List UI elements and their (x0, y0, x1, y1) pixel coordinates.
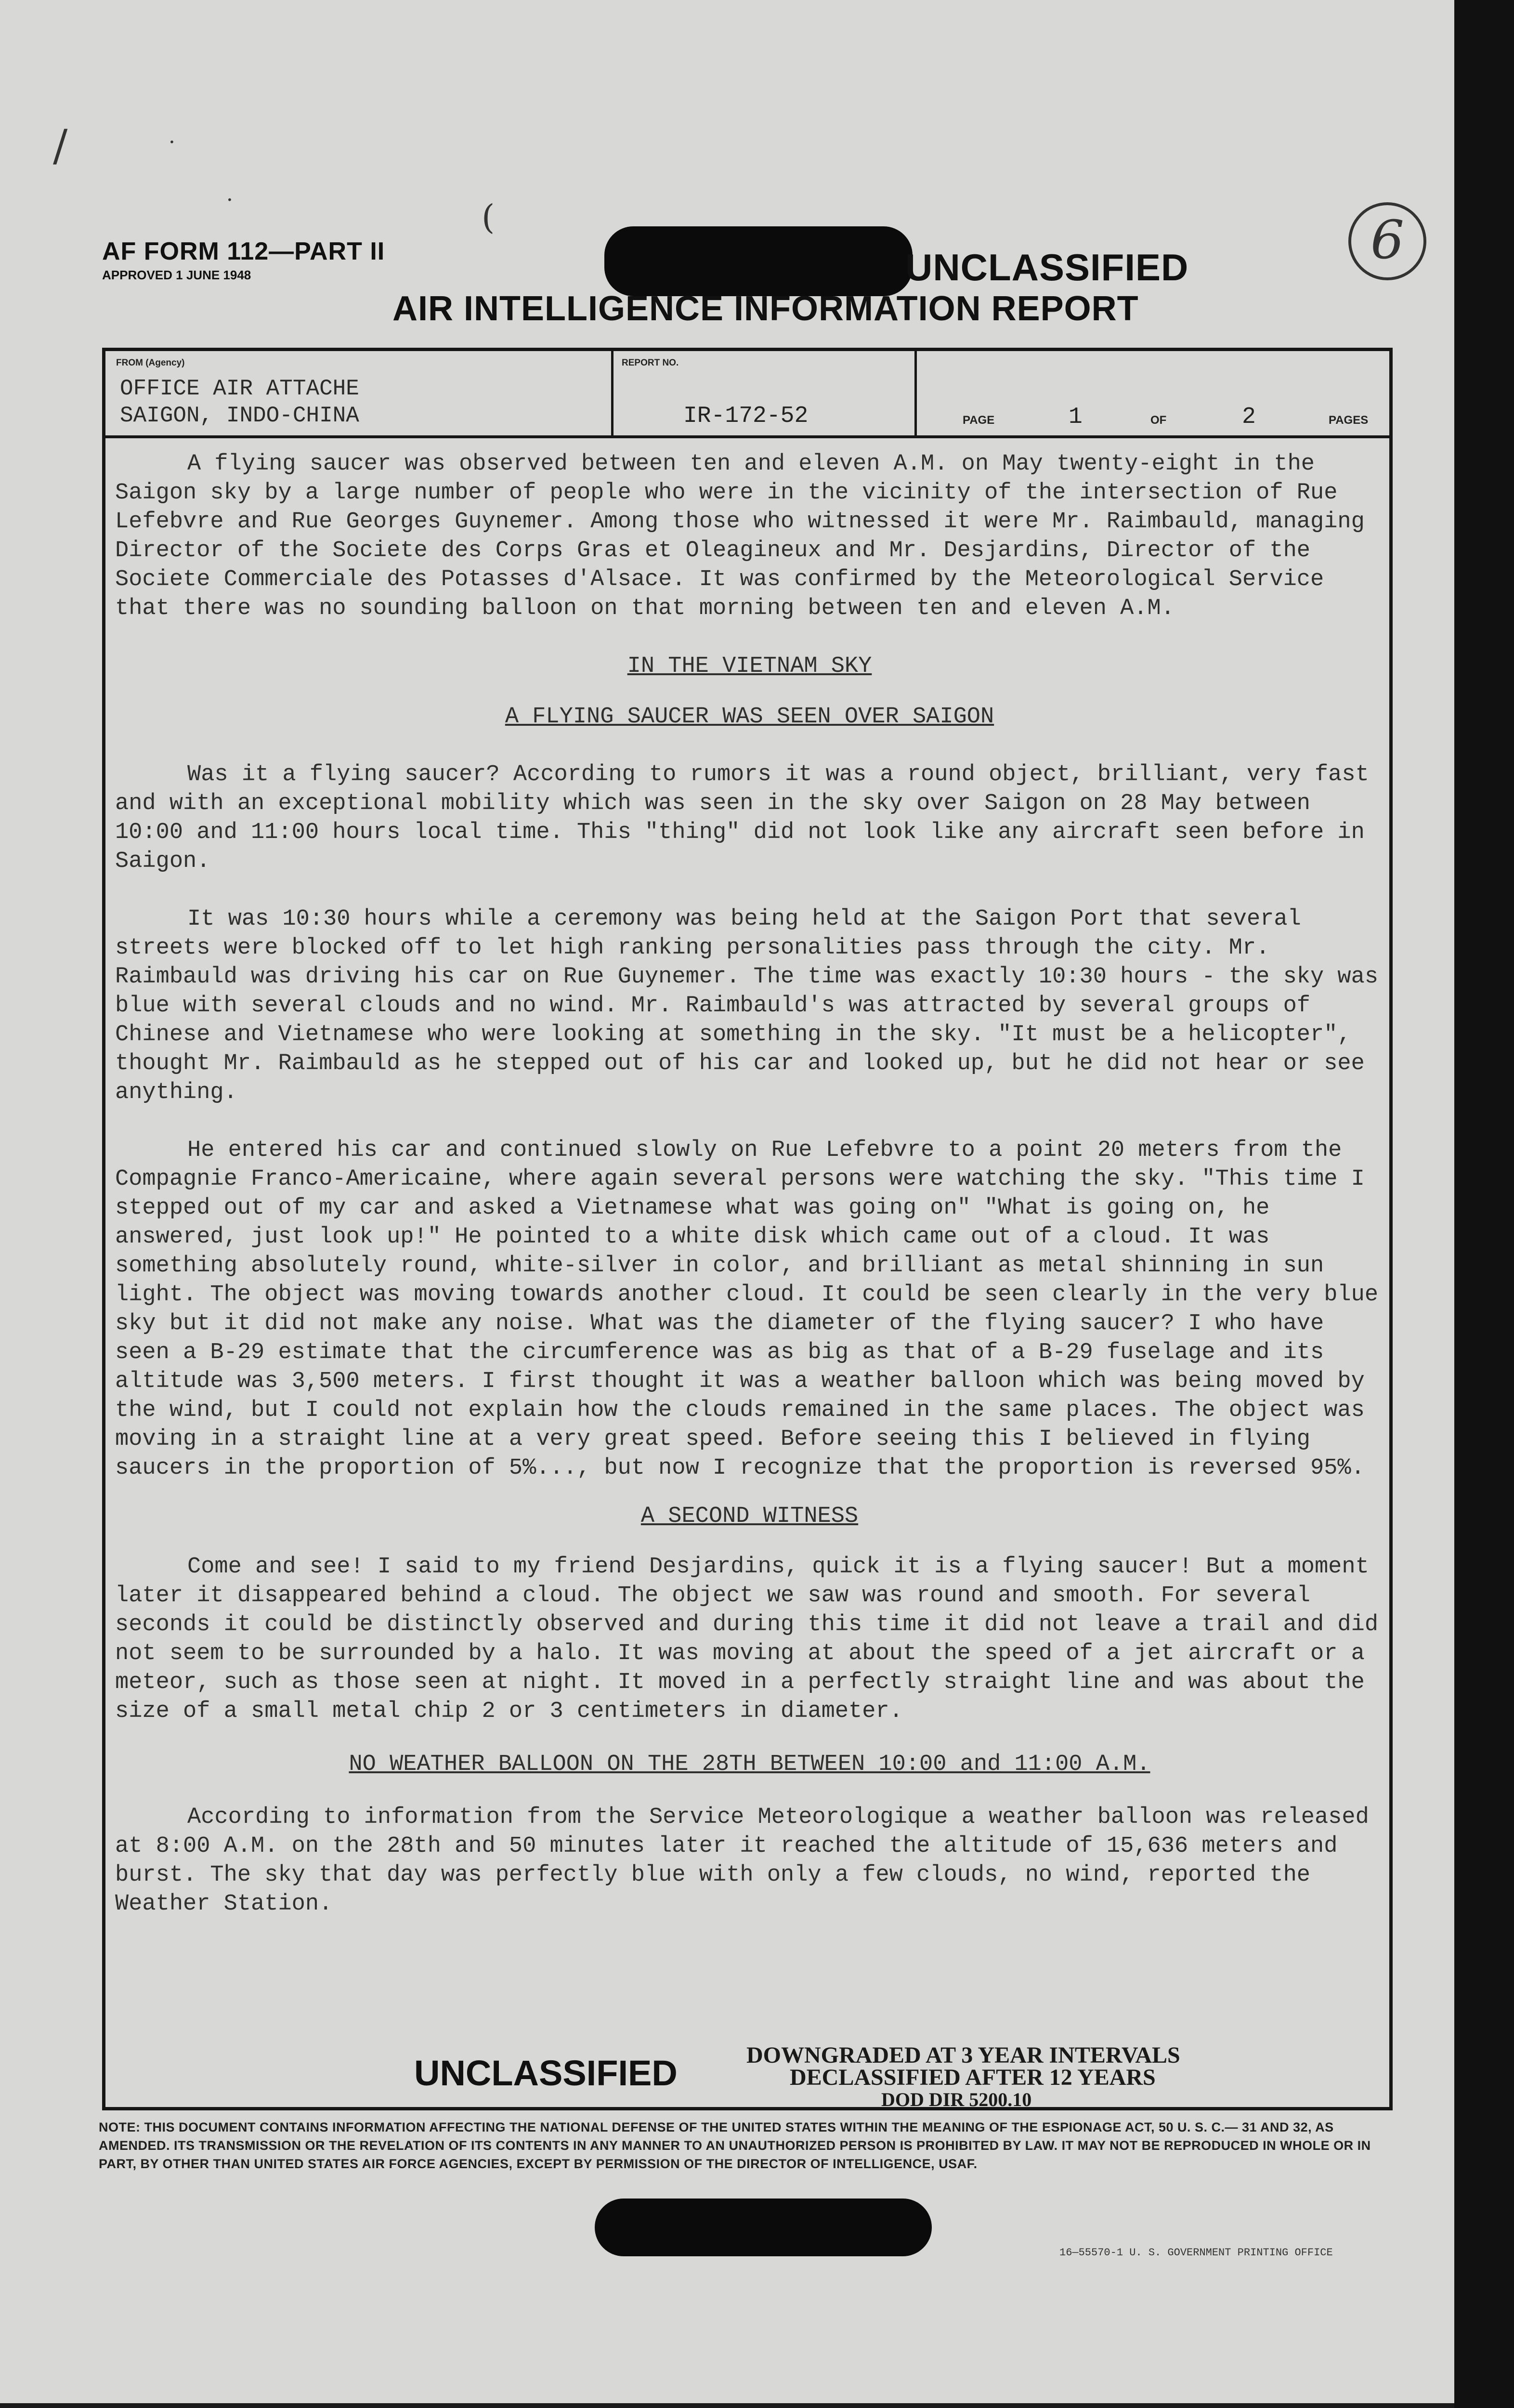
downgrade-stamp (746, 2044, 1180, 2111)
section-heading: A SECOND WITNESS (640, 1504, 859, 1529)
section-heading: A FLYING SAUCER WAS SEEN OVER SAIGON (505, 704, 994, 730)
body-paragraph: A flying saucer was observed between ten and eleven A.M. on May twenty-eight in the Saigon sky by a large number of people who were in the vicinity of the intersection of Rue Lefebvre and Rue Georges Guynemer. Among those who witnessed it were Mr. Raimbauld, managing Director of the Societe des Corps Gras et Oleagineux and Mr. Desjardins, Director of the Societe Commerciale des Potasses d'Alsace. It was confirmed by the Meteorological Service that there was no sounding balloon on that morning between ten and eleven A.M. (115, 451, 1365, 621)
page-count-cell (914, 351, 1391, 435)
classification-stamp-bottom: UNCLASSIFIED (414, 2053, 678, 2093)
redaction-mark-top (604, 226, 913, 296)
downgrade-line: DECLASSIFIED AFTER 12 YEARS (790, 2065, 1156, 2090)
page-number-circle (1348, 202, 1426, 280)
margin-dot-mark: · (169, 130, 175, 155)
classification-stamp-top: UNCLASSIFIED (905, 246, 1189, 288)
form-number: AF FORM 112—PART II (102, 237, 385, 265)
pages-label: PAGES (1329, 414, 1369, 427)
page-number-value: 1 (1069, 404, 1083, 430)
report-body (115, 450, 1384, 1919)
body-paragraph: He entered his car and continued slowly on Rue Lefebvre to a point 20 meters from the Compagnie Franco-Americaine, where again several persons were watching the sky. "This time I stepped out of my car and asked a Vietnamese what was going on" "What is going on, he answered, just look up!" He pointed to a white disk which came out of a cloud. It was something absolutely round, white-silver in color, and brilliant as metal shinning in sun light. The object was moving towards another cloud. It could be seen clearly in the very blue sky but it did not make any noise. What was the diameter of the flying saucer? I who have seen a B-29 estimate that the circumference was as big as that of a B-29 fuselage and its altitude was 3,500 meters. I first thought it was a weather balloon which was being moved by the wind, but I could not explain how the clouds remained in the same places. The object was moving in a straight line at a very great speed. Before seeing this I believed in flying saucers in the proportion of 5%..., but now I recognize that the proportion is reversed 95%. (115, 1138, 1379, 1481)
report-header-row (105, 351, 1389, 438)
body-paragraph: According to information from the Service Meteorologique a weather balloon was released at 8:00 A.M. on the 28th and 50 minutes later it reached the altitude of 15,636 meters and burst. The sky that day was perfectly blue with only a few clouds, no wind, reported the Weather Station. (115, 1805, 1369, 1917)
page-total-value: 2 (1242, 404, 1256, 430)
scan-edge (1454, 0, 1514, 2408)
print-code: 16—55570-1 U. S. GOVERNMENT PRINTING OFFICE (1059, 2247, 1333, 2259)
margin-tick-mark: / (53, 120, 68, 171)
margin-paren-mark: ( (482, 197, 495, 237)
downgrade-line: DOWNGRADED AT 3 YEAR INTERVALS (746, 2042, 1180, 2068)
report-number-value: IR-172-52 (683, 403, 809, 429)
report-title: AIR INTELLIGENCE INFORMATION REPORT (392, 289, 1139, 328)
section-heading: IN THE VIETNAM SKY (627, 654, 872, 679)
body-paragraph: Was it a flying saucer? According to rumors it was a round object, brilliant, very fast and with an exceptional mobility which was seen in the sky over Saigon on 28 May between 10:00 and 11:00 hours local time. This "thing" did not look like any aircraft seen before in Saigon. (115, 762, 1369, 874)
body-paragraph: It was 10:30 hours while a ceremony was being held at the Saigon Port that several streets were blocked off to let high ranking personalities pass through the city. Mr. Raimbauld was driving his car on Rue Guynemer. The time was exactly 10:30 hours - the sky was blue with several clouds and no wind. Mr. Raimbauld's was attracted by several groups of Chinese and Vietnamese who were looking at something in the sky. "It must be a helicopter", thought Mr. Raimbauld as he stepped out of his car and looked up, but he did not hear or see anything. (115, 906, 1379, 1105)
report-number-cell (611, 351, 917, 435)
downgrade-line: DOD DIR 5200.10 (881, 2089, 1032, 2110)
security-notice: NOTE: THIS DOCUMENT CONTAINS INFORMATION AFFECTING THE NATIONAL DEFENSE OF THE UNITED STATES WITHIN THE MEANING OF THE ESPIONAGE ACT, 50 U. S. C.— 31 AND 32, AS AMENDED. ITS TRANSMISSION OR THE REVELATION OF ITS CONTENTS IN ANY MANNER TO AN UNAUTHORIZED PERSON IS PROHIBITED BY LAW. IT MAY NOT BE REPRODUCED IN WHOLE OR IN PART, BY OTHER THAN UNITED STATES AIR FORCE AGENCIES, EXCEPT BY PERMISSION OF THE DIRECTOR OF INTELLIGENCE, USAF. (99, 2120, 1371, 2171)
section-heading: NO WEATHER BALLOON ON THE 28TH BETWEEN 10:00 and 11:00 A.M. (349, 1752, 1150, 1777)
redaction-mark-bottom (595, 2199, 932, 2256)
margin-dot-mark: · (226, 188, 233, 212)
from-agency-line1: OFFICE AIR ATTACHE (120, 376, 359, 401)
from-agency-label: FROM (Agency) (116, 358, 185, 368)
report-number-label: REPORT NO. (622, 358, 679, 368)
from-agency-line2: SAIGON, INDO-CHINA (120, 403, 359, 428)
body-paragraph: Come and see! I said to my friend Desjardins, quick it is a flying saucer! But a moment later it disappeared behind a cloud. The object we saw was round and smooth. For several seconds it could be distinctly observed and during this time it did not leave a trail and did not seem to be surrounded by a halo. It was moving at about the speed of a jet aircraft or a meteor, such as those seen at night. It moved in a perfectly straight line and was about the size of a small metal chip 2 or 3 centimeters in diameter. (115, 1554, 1379, 1724)
of-label: OF (1150, 414, 1167, 427)
form-identifier (102, 237, 385, 283)
page-mark-number: 6 (1370, 209, 1404, 271)
report-frame (102, 348, 1393, 2110)
form-approval-date: APPROVED 1 JUNE 1948 (102, 268, 251, 282)
page-label: PAGE (963, 414, 995, 427)
from-agency-cell (105, 351, 613, 435)
